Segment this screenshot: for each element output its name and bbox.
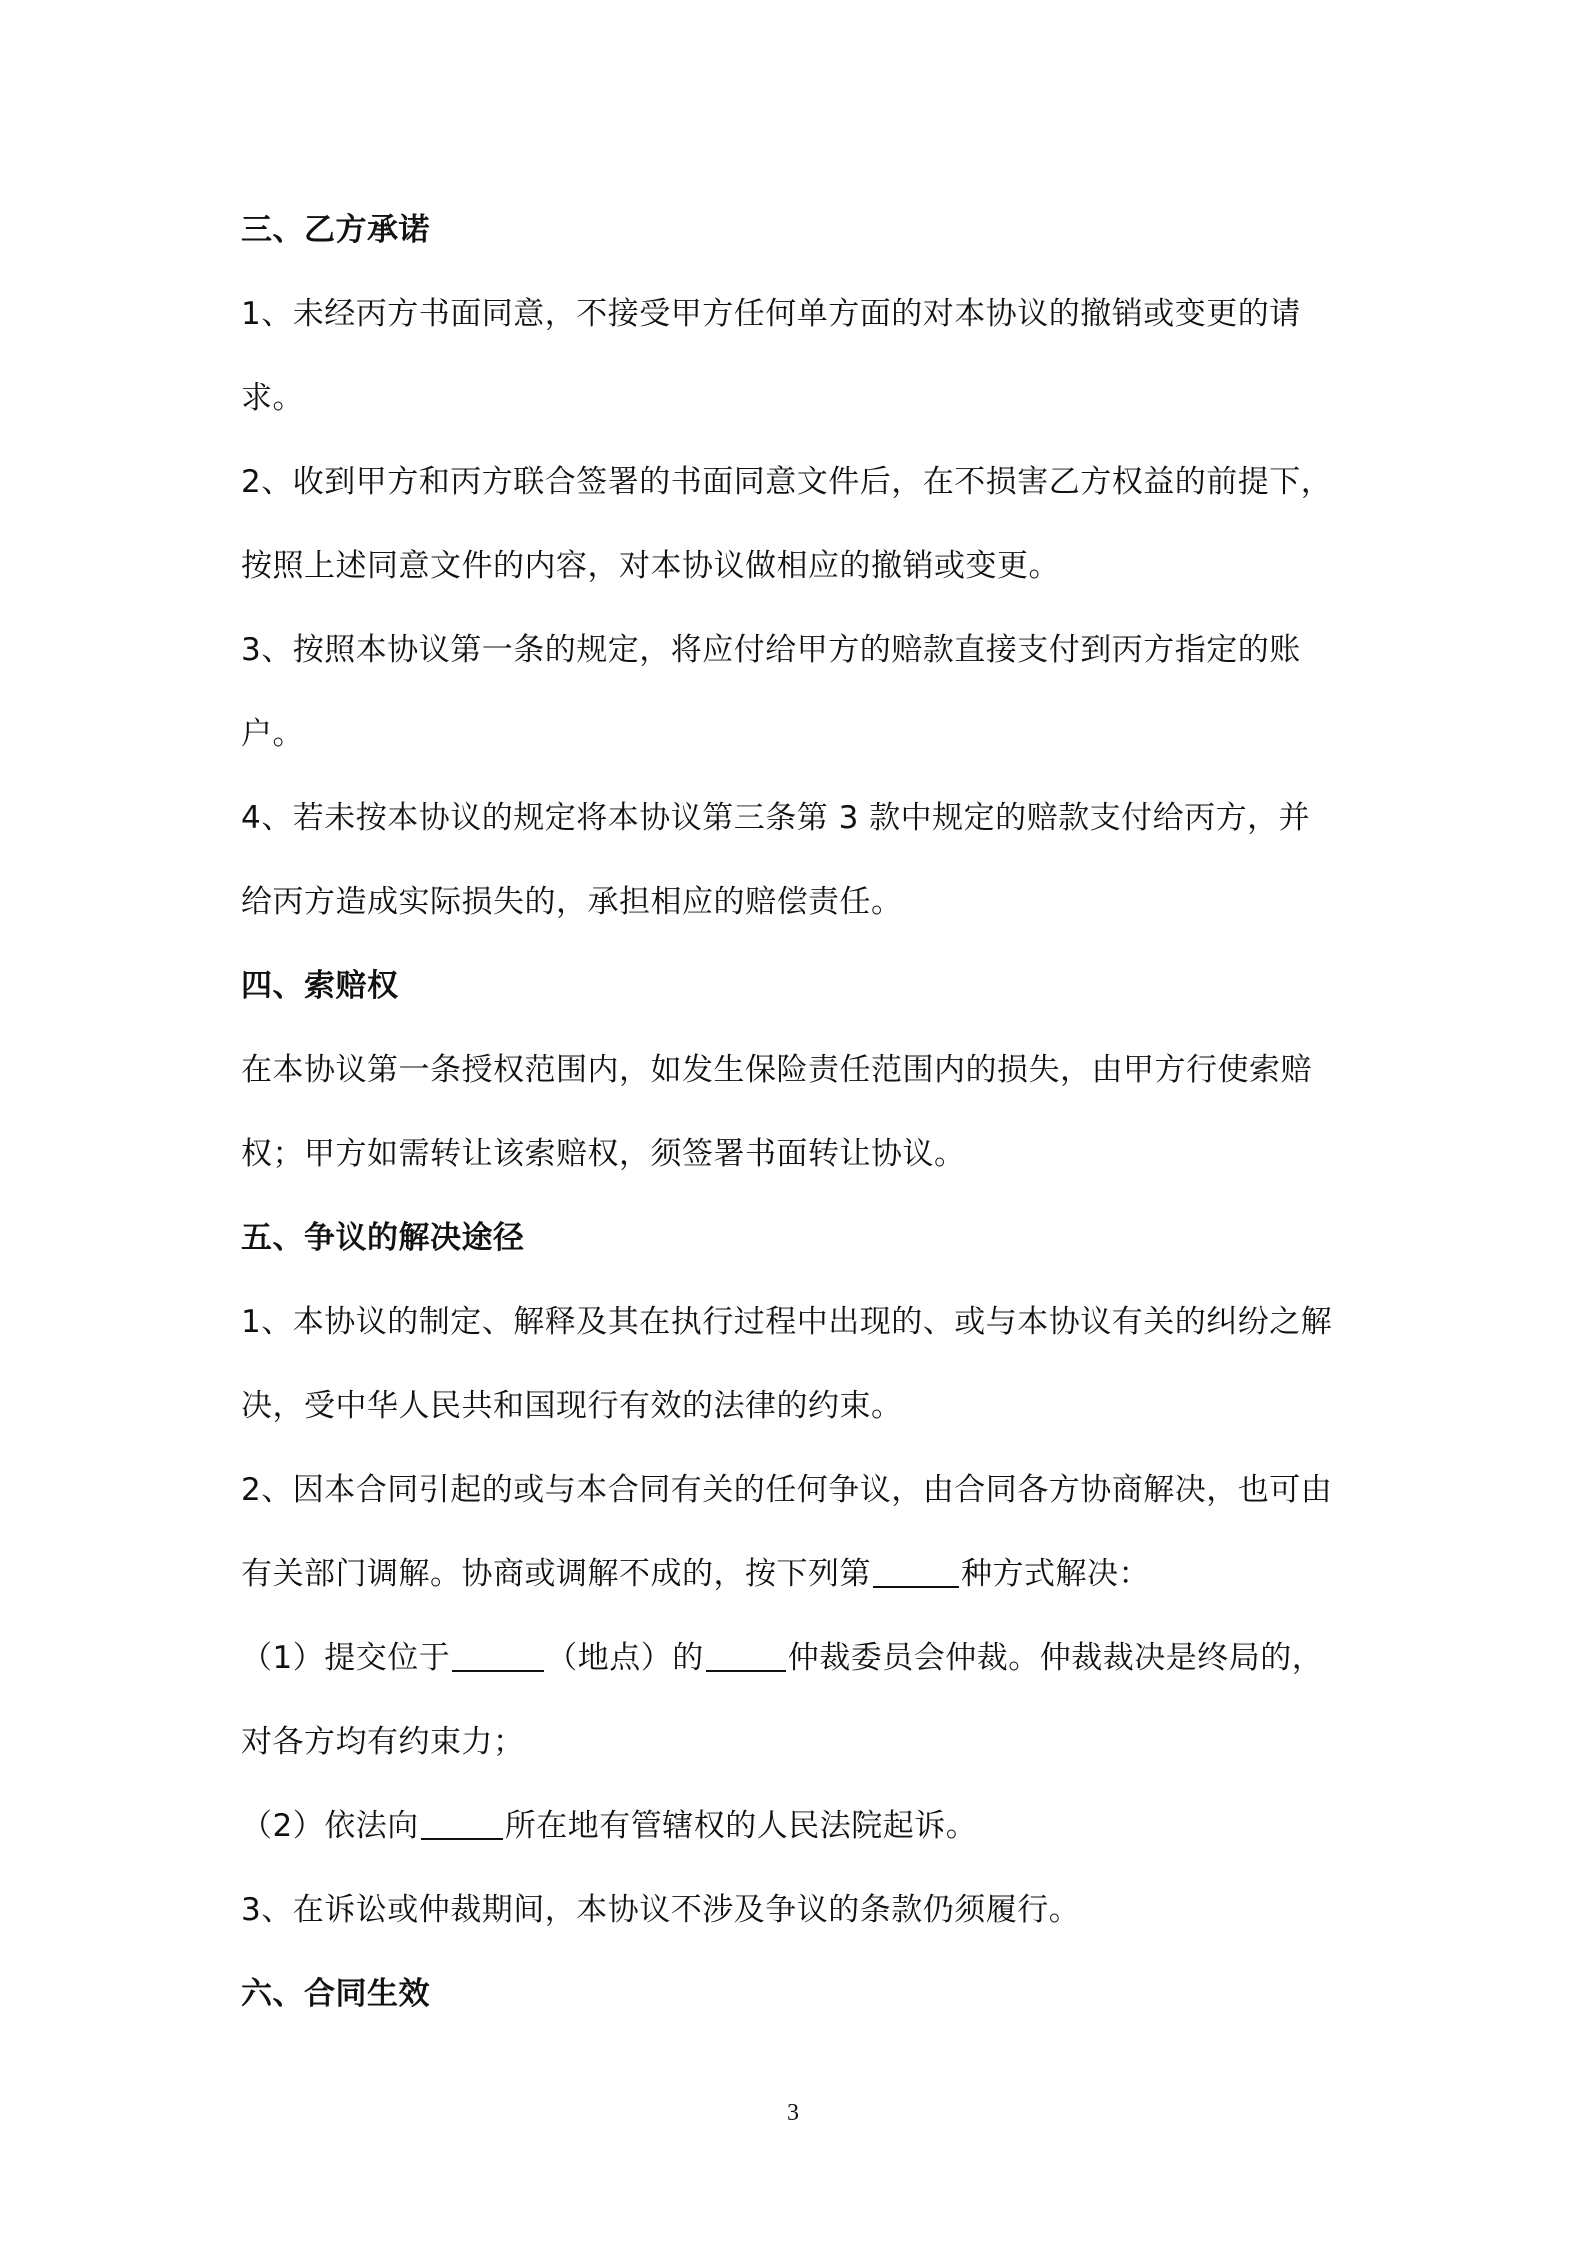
clause-2-text-before-blank: 有关部门调解。协商或调解不成的，按下列第 <box>241 1556 871 1592</box>
section-3-clause-2-line-1: 2、收到甲方和丙方联合签署的书面同意文件后，在不损害乙方权益的前提下， <box>241 464 1333 500</box>
court-location-blank <box>421 1808 503 1840</box>
section-3-clause-3-line-2: 户。 <box>241 716 304 752</box>
option-1-text-b: （地点）的 <box>546 1640 704 1676</box>
section-3-clause-1-line-2: 求。 <box>241 380 304 416</box>
section-6-heading: 六、合同生效 <box>241 1976 430 2012</box>
method-number-blank <box>873 1556 959 1588</box>
section-5-clause-2-line-1: 2、因本合同引起的或与本合同有关的任何争议，由合同各方协商解决，也可由 <box>241 1472 1333 1508</box>
section-3-clause-3-line-1: 3、按照本协议第一条的规定，将应付给甲方的赔款直接支付到丙方指定的账 <box>241 632 1301 668</box>
section-4-heading: 四、索赔权 <box>241 968 399 1004</box>
section-5-heading: 五、争议的解决途径 <box>241 1220 525 1256</box>
section-5-clause-1-line-2: 决，受中华人民共和国现行有效的法律的约束。 <box>241 1388 903 1424</box>
section-3-clause-2-line-2: 按照上述同意文件的内容，对本协议做相应的撤销或变更。 <box>241 548 1060 584</box>
location-blank <box>452 1640 544 1672</box>
section-4-paragraph-line-1: 在本协议第一条授权范围内，如发生保险责任范围内的损失，由甲方行使索赔 <box>241 1052 1312 1088</box>
clause-2-text-after-blank: 种方式解决： <box>961 1556 1150 1592</box>
section-3-clause-4-line-2: 给丙方造成实际损失的，承担相应的赔偿责任。 <box>241 884 903 920</box>
section-5-clause-3: 3、在诉讼或仲裁期间，本协议不涉及争议的条款仍须履行。 <box>241 1892 1081 1928</box>
section-5-clause-2-line-2 <box>241 1552 1150 1596</box>
option-2-text-a: （2）依法向 <box>241 1808 419 1844</box>
section-4-paragraph-line-2: 权；甲方如需转让该索赔权，须签署书面转让协议。 <box>241 1136 966 1172</box>
section-3-clause-4-line-1: 4、若未按本协议的规定将本协议第三条第 3 款中规定的赔款支付给丙方，并 <box>241 800 1311 836</box>
section-5-option-2 <box>241 1804 977 1848</box>
section-5-option-1-line-1 <box>241 1636 1323 1680</box>
section-3-clause-1-line-1: 1、未经丙方书面同意，不接受甲方任何单方面的对本协议的撤销或变更的请 <box>241 296 1301 332</box>
option-1-text-c: 仲裁委员会仲裁。仲裁裁决是终局的， <box>787 1640 1324 1676</box>
option-1-text-a: （1）提交位于 <box>241 1640 451 1676</box>
option-2-text-b: 所在地有管辖权的人民法院起诉。 <box>504 1808 978 1844</box>
section-5-option-1-line-2: 对各方均有约束力； <box>241 1724 525 1760</box>
section-3-heading: 三、乙方承诺 <box>241 212 430 248</box>
section-5-clause-1-line-1: 1、本协议的制定、解释及其在执行过程中出现的、或与本协议有关的纠纷之解 <box>241 1304 1333 1340</box>
page-number: 3 <box>787 2100 799 2126</box>
arbitration-commission-blank <box>706 1640 786 1672</box>
